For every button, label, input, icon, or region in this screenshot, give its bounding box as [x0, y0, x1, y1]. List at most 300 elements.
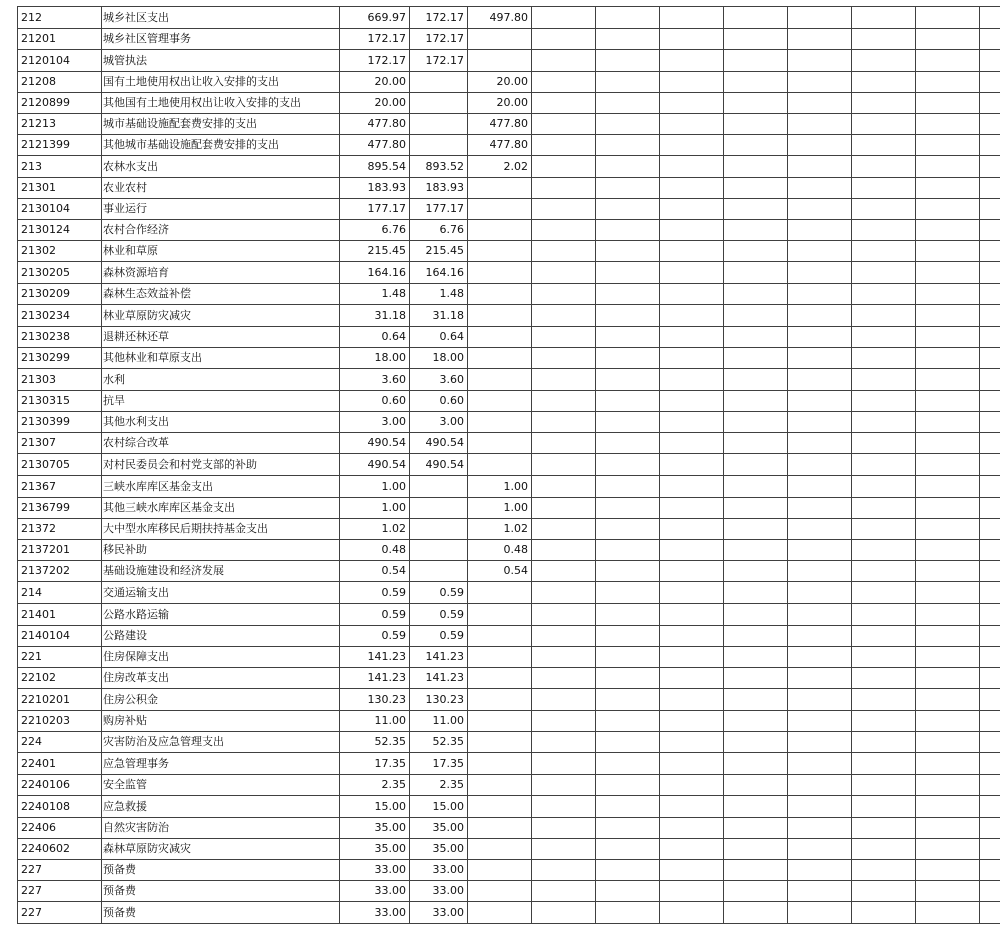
cell-empty[interactable]	[788, 881, 852, 902]
cell-v3[interactable]	[468, 668, 532, 689]
cell-v2[interactable]: 1.48	[410, 284, 468, 305]
cell-v1[interactable]: 477.80	[340, 114, 410, 135]
cell-empty[interactable]	[788, 7, 852, 29]
cell-empty[interactable]	[916, 668, 980, 689]
cell-empty[interactable]	[852, 711, 916, 732]
cell-v3[interactable]	[468, 50, 532, 72]
cell-empty[interactable]	[980, 775, 1000, 796]
cell-empty[interactable]	[916, 7, 980, 29]
cell-empty[interactable]	[660, 114, 724, 135]
cell-v1[interactable]: 2.35	[340, 775, 410, 796]
cell-name[interactable]: 事业运行	[102, 199, 340, 220]
cell-v3[interactable]	[468, 582, 532, 604]
cell-empty[interactable]	[596, 582, 660, 604]
cell-v3[interactable]	[468, 29, 532, 50]
cell-empty[interactable]	[724, 262, 788, 284]
cell-empty[interactable]	[980, 327, 1000, 348]
cell-empty[interactable]	[660, 732, 724, 753]
cell-empty[interactable]	[660, 178, 724, 199]
cell-empty[interactable]	[532, 498, 596, 519]
cell-empty[interactable]	[788, 839, 852, 860]
cell-code[interactable]: 2130124	[18, 220, 102, 241]
cell-v2[interactable]: 172.17	[410, 7, 468, 29]
cell-v1[interactable]: 11.00	[340, 711, 410, 732]
cell-code[interactable]: 21303	[18, 369, 102, 391]
cell-empty[interactable]	[980, 454, 1000, 476]
cell-empty[interactable]	[980, 284, 1000, 305]
cell-empty[interactable]	[660, 818, 724, 839]
cell-empty[interactable]	[724, 454, 788, 476]
cell-name[interactable]: 农业农村	[102, 178, 340, 199]
cell-v2[interactable]	[410, 72, 468, 93]
cell-empty[interactable]	[788, 72, 852, 93]
cell-v1[interactable]: 0.60	[340, 391, 410, 412]
cell-v2[interactable]: 0.60	[410, 391, 468, 412]
cell-v1[interactable]: 17.35	[340, 753, 410, 775]
cell-empty[interactable]	[532, 604, 596, 626]
cell-empty[interactable]	[916, 93, 980, 114]
cell-empty[interactable]	[724, 50, 788, 72]
cell-empty[interactable]	[532, 327, 596, 348]
cell-empty[interactable]	[660, 860, 724, 881]
cell-code[interactable]: 21307	[18, 433, 102, 454]
cell-v3[interactable]	[468, 284, 532, 305]
cell-v3[interactable]	[468, 348, 532, 369]
cell-empty[interactable]	[724, 498, 788, 519]
cell-v1[interactable]: 1.00	[340, 498, 410, 519]
cell-v2[interactable]: 0.59	[410, 604, 468, 626]
cell-empty[interactable]	[852, 7, 916, 29]
cell-empty[interactable]	[916, 135, 980, 156]
cell-empty[interactable]	[724, 476, 788, 498]
cell-empty[interactable]	[852, 668, 916, 689]
cell-empty[interactable]	[532, 775, 596, 796]
cell-empty[interactable]	[788, 476, 852, 498]
cell-empty[interactable]	[596, 199, 660, 220]
cell-v3[interactable]: 477.80	[468, 114, 532, 135]
cell-v1[interactable]: 130.23	[340, 689, 410, 711]
cell-name[interactable]: 安全监管	[102, 775, 340, 796]
cell-empty[interactable]	[852, 860, 916, 881]
cell-v3[interactable]	[468, 711, 532, 732]
cell-empty[interactable]	[916, 199, 980, 220]
cell-v2[interactable]: 172.17	[410, 29, 468, 50]
cell-empty[interactable]	[532, 881, 596, 902]
cell-name[interactable]: 应急救援	[102, 796, 340, 818]
cell-empty[interactable]	[660, 241, 724, 262]
cell-v3[interactable]: 1.00	[468, 476, 532, 498]
cell-empty[interactable]	[660, 305, 724, 327]
cell-empty[interactable]	[724, 582, 788, 604]
cell-empty[interactable]	[596, 881, 660, 902]
cell-v1[interactable]: 33.00	[340, 860, 410, 881]
cell-empty[interactable]	[596, 7, 660, 29]
cell-v3[interactable]	[468, 902, 532, 924]
cell-empty[interactable]	[980, 881, 1000, 902]
cell-name[interactable]: 退耕还林还草	[102, 327, 340, 348]
cell-name[interactable]: 城乡社区支出	[102, 7, 340, 29]
cell-empty[interactable]	[788, 647, 852, 668]
cell-v3[interactable]: 20.00	[468, 72, 532, 93]
cell-v1[interactable]: 0.59	[340, 582, 410, 604]
cell-name[interactable]: 其他城市基础设施配套费安排的支出	[102, 135, 340, 156]
cell-empty[interactable]	[916, 156, 980, 178]
cell-empty[interactable]	[852, 391, 916, 412]
cell-code[interactable]: 22406	[18, 818, 102, 839]
cell-v1[interactable]: 669.97	[340, 7, 410, 29]
cell-code[interactable]: 21301	[18, 178, 102, 199]
cell-v2[interactable]	[410, 540, 468, 561]
cell-empty[interactable]	[852, 454, 916, 476]
cell-code[interactable]: 2130238	[18, 327, 102, 348]
cell-empty[interactable]	[596, 305, 660, 327]
cell-empty[interactable]	[532, 412, 596, 433]
cell-v3[interactable]	[468, 604, 532, 626]
cell-empty[interactable]	[916, 732, 980, 753]
cell-empty[interactable]	[852, 519, 916, 540]
cell-name[interactable]: 大中型水库移民后期扶持基金支出	[102, 519, 340, 540]
cell-empty[interactable]	[724, 796, 788, 818]
cell-empty[interactable]	[660, 476, 724, 498]
cell-empty[interactable]	[724, 93, 788, 114]
cell-empty[interactable]	[852, 348, 916, 369]
cell-empty[interactable]	[916, 29, 980, 50]
cell-name[interactable]: 灾害防治及应急管理支出	[102, 732, 340, 753]
cell-code[interactable]: 2210201	[18, 689, 102, 711]
cell-code[interactable]: 22102	[18, 668, 102, 689]
cell-v1[interactable]: 1.02	[340, 519, 410, 540]
cell-name[interactable]: 森林资源培育	[102, 262, 340, 284]
cell-empty[interactable]	[596, 241, 660, 262]
cell-empty[interactable]	[596, 604, 660, 626]
cell-code[interactable]: 227	[18, 860, 102, 881]
cell-name[interactable]: 城乡社区管理事务	[102, 29, 340, 50]
cell-empty[interactable]	[660, 711, 724, 732]
cell-empty[interactable]	[916, 72, 980, 93]
cell-v1[interactable]: 0.54	[340, 561, 410, 582]
cell-empty[interactable]	[788, 689, 852, 711]
cell-empty[interactable]	[596, 540, 660, 561]
cell-empty[interactable]	[532, 732, 596, 753]
cell-empty[interactable]	[916, 561, 980, 582]
cell-empty[interactable]	[596, 498, 660, 519]
cell-empty[interactable]	[660, 348, 724, 369]
cell-empty[interactable]	[532, 391, 596, 412]
cell-empty[interactable]	[660, 156, 724, 178]
cell-empty[interactable]	[852, 775, 916, 796]
cell-empty[interactable]	[596, 796, 660, 818]
cell-empty[interactable]	[852, 50, 916, 72]
cell-empty[interactable]	[916, 753, 980, 775]
cell-v1[interactable]: 477.80	[340, 135, 410, 156]
cell-v2[interactable]: 11.00	[410, 711, 468, 732]
cell-v1[interactable]: 141.23	[340, 668, 410, 689]
cell-v1[interactable]: 0.59	[340, 626, 410, 647]
cell-empty[interactable]	[724, 860, 788, 881]
cell-empty[interactable]	[724, 391, 788, 412]
cell-empty[interactable]	[980, 540, 1000, 561]
cell-v1[interactable]: 215.45	[340, 241, 410, 262]
cell-empty[interactable]	[532, 860, 596, 881]
cell-v1[interactable]: 0.59	[340, 604, 410, 626]
cell-v1[interactable]: 1.00	[340, 476, 410, 498]
cell-empty[interactable]	[660, 839, 724, 860]
cell-v2[interactable]: 3.00	[410, 412, 468, 433]
cell-v2[interactable]	[410, 93, 468, 114]
cell-v3[interactable]	[468, 327, 532, 348]
cell-v2[interactable]: 33.00	[410, 881, 468, 902]
cell-name[interactable]: 住房保障支出	[102, 647, 340, 668]
cell-empty[interactable]	[980, 561, 1000, 582]
cell-empty[interactable]	[980, 753, 1000, 775]
cell-v2[interactable]: 172.17	[410, 50, 468, 72]
cell-code[interactable]: 2121399	[18, 135, 102, 156]
cell-code[interactable]: 22401	[18, 753, 102, 775]
cell-name[interactable]: 林业草原防灾减灾	[102, 305, 340, 327]
cell-v1[interactable]: 141.23	[340, 647, 410, 668]
cell-name[interactable]: 对村民委员会和村党支部的补助	[102, 454, 340, 476]
cell-empty[interactable]	[724, 647, 788, 668]
cell-empty[interactable]	[852, 839, 916, 860]
cell-v1[interactable]: 20.00	[340, 72, 410, 93]
cell-empty[interactable]	[916, 796, 980, 818]
cell-empty[interactable]	[852, 369, 916, 391]
cell-empty[interactable]	[980, 902, 1000, 924]
cell-empty[interactable]	[532, 369, 596, 391]
cell-empty[interactable]	[596, 626, 660, 647]
cell-name[interactable]: 预备费	[102, 881, 340, 902]
cell-empty[interactable]	[916, 241, 980, 262]
cell-empty[interactable]	[724, 305, 788, 327]
cell-v1[interactable]: 490.54	[340, 454, 410, 476]
cell-empty[interactable]	[596, 732, 660, 753]
cell-v3[interactable]	[468, 732, 532, 753]
cell-empty[interactable]	[980, 220, 1000, 241]
cell-code[interactable]: 212	[18, 7, 102, 29]
cell-empty[interactable]	[788, 519, 852, 540]
cell-empty[interactable]	[788, 498, 852, 519]
cell-v1[interactable]: 31.18	[340, 305, 410, 327]
cell-empty[interactable]	[980, 29, 1000, 50]
cell-code[interactable]: 2120899	[18, 93, 102, 114]
cell-empty[interactable]	[660, 369, 724, 391]
cell-v1[interactable]: 490.54	[340, 433, 410, 454]
cell-empty[interactable]	[852, 433, 916, 454]
cell-code[interactable]: 2130205	[18, 262, 102, 284]
cell-empty[interactable]	[532, 711, 596, 732]
cell-v1[interactable]: 172.17	[340, 29, 410, 50]
cell-empty[interactable]	[532, 199, 596, 220]
cell-empty[interactable]	[532, 626, 596, 647]
cell-v3[interactable]: 20.00	[468, 93, 532, 114]
cell-code[interactable]: 2130315	[18, 391, 102, 412]
cell-v3[interactable]	[468, 454, 532, 476]
cell-code[interactable]: 2240602	[18, 839, 102, 860]
cell-name[interactable]: 城市基础设施配套费安排的支出	[102, 114, 340, 135]
cell-name[interactable]: 其他水利支出	[102, 412, 340, 433]
cell-empty[interactable]	[852, 561, 916, 582]
cell-empty[interactable]	[852, 647, 916, 668]
cell-empty[interactable]	[788, 796, 852, 818]
cell-empty[interactable]	[916, 818, 980, 839]
cell-v2[interactable]: 33.00	[410, 902, 468, 924]
cell-v2[interactable]	[410, 561, 468, 582]
cell-empty[interactable]	[596, 412, 660, 433]
cell-code[interactable]: 227	[18, 881, 102, 902]
cell-empty[interactable]	[660, 29, 724, 50]
cell-empty[interactable]	[980, 626, 1000, 647]
cell-empty[interactable]	[916, 327, 980, 348]
cell-code[interactable]: 21372	[18, 519, 102, 540]
cell-v1[interactable]: 15.00	[340, 796, 410, 818]
cell-empty[interactable]	[724, 626, 788, 647]
cell-empty[interactable]	[596, 711, 660, 732]
cell-empty[interactable]	[788, 305, 852, 327]
cell-empty[interactable]	[724, 156, 788, 178]
cell-empty[interactable]	[916, 881, 980, 902]
cell-empty[interactable]	[852, 796, 916, 818]
cell-empty[interactable]	[980, 796, 1000, 818]
cell-empty[interactable]	[660, 668, 724, 689]
cell-v1[interactable]: 33.00	[340, 881, 410, 902]
cell-empty[interactable]	[532, 220, 596, 241]
cell-empty[interactable]	[852, 178, 916, 199]
cell-empty[interactable]	[596, 753, 660, 775]
cell-empty[interactable]	[980, 412, 1000, 433]
cell-empty[interactable]	[916, 220, 980, 241]
cell-empty[interactable]	[916, 540, 980, 561]
cell-empty[interactable]	[788, 711, 852, 732]
cell-code[interactable]: 214	[18, 582, 102, 604]
cell-code[interactable]: 2240106	[18, 775, 102, 796]
cell-name[interactable]: 公路建设	[102, 626, 340, 647]
cell-empty[interactable]	[660, 412, 724, 433]
cell-empty[interactable]	[916, 178, 980, 199]
cell-empty[interactable]	[532, 753, 596, 775]
cell-code[interactable]: 2130705	[18, 454, 102, 476]
cell-empty[interactable]	[724, 902, 788, 924]
cell-v3[interactable]: 1.00	[468, 498, 532, 519]
cell-v3[interactable]: 0.54	[468, 561, 532, 582]
cell-empty[interactable]	[852, 582, 916, 604]
cell-v2[interactable]	[410, 476, 468, 498]
cell-empty[interactable]	[916, 626, 980, 647]
cell-name[interactable]: 农林水支出	[102, 156, 340, 178]
cell-v3[interactable]	[468, 369, 532, 391]
cell-empty[interactable]	[852, 114, 916, 135]
cell-empty[interactable]	[916, 412, 980, 433]
cell-name[interactable]: 应急管理事务	[102, 753, 340, 775]
cell-empty[interactable]	[596, 647, 660, 668]
cell-empty[interactable]	[596, 476, 660, 498]
cell-empty[interactable]	[980, 476, 1000, 498]
cell-empty[interactable]	[916, 775, 980, 796]
cell-name[interactable]: 其他林业和草原支出	[102, 348, 340, 369]
cell-empty[interactable]	[660, 391, 724, 412]
cell-empty[interactable]	[788, 732, 852, 753]
cell-empty[interactable]	[596, 839, 660, 860]
cell-code[interactable]: 21201	[18, 29, 102, 50]
cell-empty[interactable]	[596, 689, 660, 711]
cell-v2[interactable]: 17.35	[410, 753, 468, 775]
cell-code[interactable]: 221	[18, 647, 102, 668]
cell-v1[interactable]: 52.35	[340, 732, 410, 753]
cell-v2[interactable]: 18.00	[410, 348, 468, 369]
cell-name[interactable]: 预备费	[102, 860, 340, 881]
cell-empty[interactable]	[788, 775, 852, 796]
cell-empty[interactable]	[788, 220, 852, 241]
cell-v2[interactable]: 130.23	[410, 689, 468, 711]
cell-empty[interactable]	[596, 369, 660, 391]
cell-empty[interactable]	[916, 114, 980, 135]
cell-code[interactable]: 2130209	[18, 284, 102, 305]
cell-empty[interactable]	[916, 498, 980, 519]
cell-name[interactable]: 森林草原防灾减灾	[102, 839, 340, 860]
cell-empty[interactable]	[788, 199, 852, 220]
cell-empty[interactable]	[660, 519, 724, 540]
cell-empty[interactable]	[724, 241, 788, 262]
cell-empty[interactable]	[532, 476, 596, 498]
cell-empty[interactable]	[660, 881, 724, 902]
cell-empty[interactable]	[980, 839, 1000, 860]
cell-empty[interactable]	[724, 711, 788, 732]
cell-empty[interactable]	[852, 732, 916, 753]
cell-empty[interactable]	[852, 29, 916, 50]
cell-empty[interactable]	[596, 72, 660, 93]
cell-empty[interactable]	[916, 284, 980, 305]
cell-empty[interactable]	[660, 604, 724, 626]
cell-empty[interactable]	[724, 540, 788, 561]
cell-empty[interactable]	[532, 241, 596, 262]
cell-empty[interactable]	[852, 220, 916, 241]
cell-empty[interactable]	[724, 818, 788, 839]
cell-empty[interactable]	[980, 178, 1000, 199]
cell-empty[interactable]	[596, 902, 660, 924]
cell-v3[interactable]	[468, 626, 532, 647]
cell-empty[interactable]	[916, 262, 980, 284]
cell-v1[interactable]: 177.17	[340, 199, 410, 220]
cell-empty[interactable]	[916, 860, 980, 881]
cell-empty[interactable]	[788, 626, 852, 647]
cell-empty[interactable]	[532, 647, 596, 668]
cell-v1[interactable]: 3.00	[340, 412, 410, 433]
cell-empty[interactable]	[980, 369, 1000, 391]
cell-v3[interactable]: 1.02	[468, 519, 532, 540]
cell-empty[interactable]	[788, 753, 852, 775]
cell-empty[interactable]	[596, 433, 660, 454]
cell-v3[interactable]	[468, 775, 532, 796]
cell-empty[interactable]	[788, 348, 852, 369]
cell-name[interactable]: 公路水路运输	[102, 604, 340, 626]
cell-name[interactable]: 森林生态效益补偿	[102, 284, 340, 305]
cell-v2[interactable]	[410, 114, 468, 135]
cell-name[interactable]: 基础设施建设和经济发展	[102, 561, 340, 582]
cell-code[interactable]: 2120104	[18, 50, 102, 72]
cell-empty[interactable]	[532, 519, 596, 540]
cell-empty[interactable]	[980, 7, 1000, 29]
cell-empty[interactable]	[852, 135, 916, 156]
cell-name[interactable]: 三峡水库库区基金支出	[102, 476, 340, 498]
cell-v3[interactable]: 477.80	[468, 135, 532, 156]
cell-v1[interactable]: 0.48	[340, 540, 410, 561]
cell-empty[interactable]	[532, 454, 596, 476]
cell-v2[interactable]: 177.17	[410, 199, 468, 220]
cell-v2[interactable]: 2.35	[410, 775, 468, 796]
cell-empty[interactable]	[532, 433, 596, 454]
cell-empty[interactable]	[788, 540, 852, 561]
cell-empty[interactable]	[916, 604, 980, 626]
cell-v1[interactable]: 183.93	[340, 178, 410, 199]
